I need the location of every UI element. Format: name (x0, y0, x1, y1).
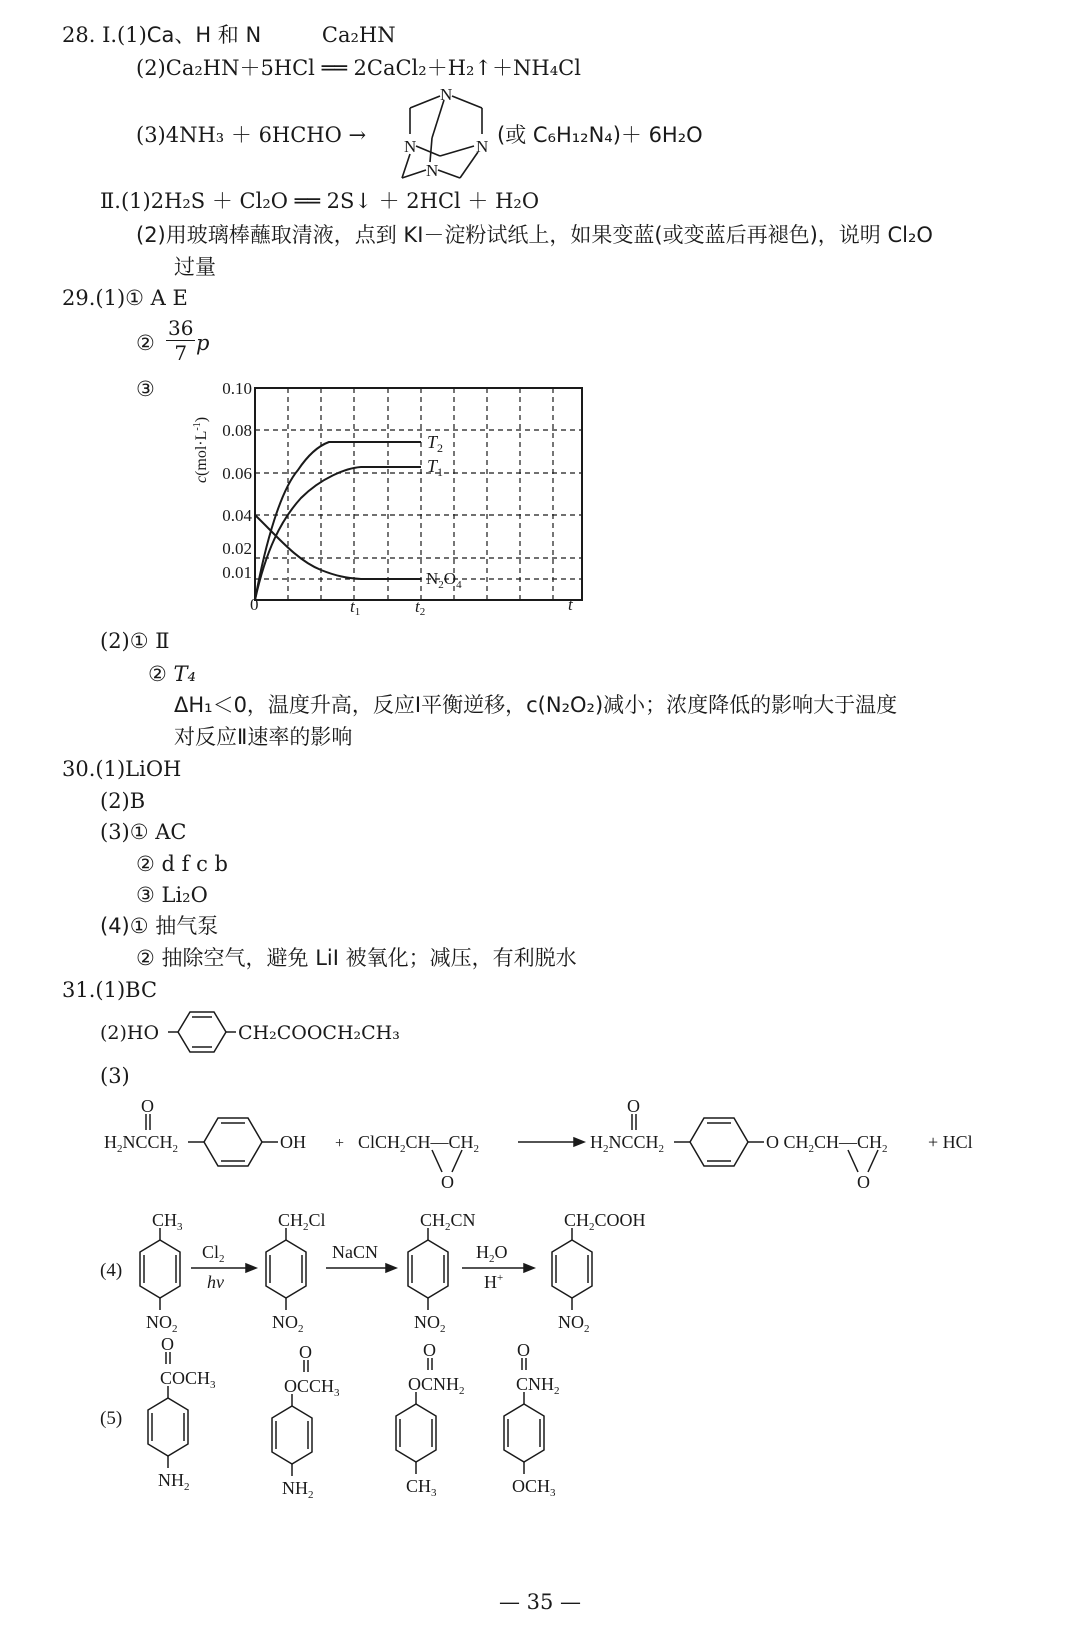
pressure-var: p (196, 331, 210, 355)
y-tick-labels (222, 379, 252, 582)
q31-4-synthesis (96, 1206, 696, 1334)
q29-1-1-line: 29.(1)① A E (62, 286, 188, 310)
series-T1 (255, 467, 421, 600)
q30-2-line: (2)B (100, 789, 146, 813)
svg-text:H2NCCH2: $H_2NCCH_2$ (104, 1132, 179, 1155)
svg-text:NO2: $NO_2$ (272, 1312, 304, 1334)
q30-4-2-line: ② 抽除空气，避免 LiI 被氧化；减压，有利脱水 (136, 946, 577, 970)
page-number: — 35 — (498, 1590, 582, 1614)
q29-2-explanation: ΔH₁＜0，温度升高，反应Ⅰ平衡逆移，c(N₂O₂)减小；浓度降低的影响大于温度 (174, 693, 898, 717)
svg-text:NO2: $NO_2$ (146, 1312, 178, 1334)
q30-3-2-line: ② d f c b (136, 852, 228, 876)
q28-2-equation: Ca₂HN＋5HCl ══ 2CaCl₂＋H₂↑＋NH₄Cl (165, 56, 581, 80)
svg-text:t: t (568, 595, 573, 614)
svg-text:CH2COOH: $CH_2COOH$ (564, 1210, 646, 1233)
svg-text:CH2CN: $CH_2CN$ (420, 1210, 476, 1233)
svg-text:H+: H+ (484, 1272, 504, 1292)
svg-text:CH3: $CH_3$ (406, 1476, 437, 1499)
svg-text:N: N (476, 137, 489, 156)
q28-part3-rhs: (或 C₆H₁₂N₄)＋ 6H₂O (497, 123, 703, 147)
svg-text:NO2: $NO_2$ (558, 1312, 590, 1334)
q28-part1-line: 28. Ⅰ.(1)Ca、H 和 N Ca₂HN (62, 23, 396, 47)
q30-1-line: 30.(1)LiOH (62, 757, 182, 781)
svg-text:Cl2: $Cl_2$ (202, 1242, 225, 1265)
q29-2-1-line: (2)① Ⅱ (100, 629, 170, 653)
svg-text:0.06: 0.06 (222, 464, 252, 483)
q28-II-1-equation: 2H₂S ＋ Cl₂O ══ 2S↓ ＋ 2HCl ＋ H₂O (150, 189, 540, 213)
svg-text:O: O (627, 1096, 640, 1116)
svg-text:+ HCl: + HCl (928, 1132, 973, 1152)
q29-2-explanation-cont: 对反应Ⅱ速率的影响 (174, 725, 353, 749)
svg-text:N: N (440, 85, 453, 104)
svg-text:N: N (404, 137, 417, 156)
svg-text:(5): (5) (100, 1408, 123, 1429)
legend-T1: $T_1$ (427, 456, 444, 479)
q31-3-label: (3) (100, 1064, 130, 1088)
x-tick-labels (250, 595, 574, 618)
y-axis-label: $c(mol\cdot L^{-1})$ (192, 416, 210, 484)
svg-text:hv: hv (207, 1272, 224, 1292)
svg-text:0.01: 0.01 (222, 563, 252, 582)
svg-text:ClCH2CH—CH2: $ClCH_2CH—CH_2$ (358, 1132, 480, 1155)
q30-3-1-line: (3)① AC (100, 820, 187, 844)
svg-text:OCNH2: $OCNH_2$ (408, 1374, 465, 1397)
svg-text:O: O (857, 1172, 870, 1192)
svg-text:O: O (161, 1334, 174, 1354)
q30-3-3-line: ③ Li₂O (136, 883, 208, 907)
svg-text:(4): (4) (100, 1260, 123, 1281)
hexamine-structure (380, 78, 500, 186)
legend-N2O4: $N_2O_4$ (426, 569, 462, 591)
svg-text:OCCH3: $OCCH_3$ (284, 1376, 340, 1399)
legend-T2: $T_2$ (427, 432, 444, 455)
q31-1-line: 31.(1)BC (62, 978, 158, 1002)
q28-part2-line: (2)Ca₂HN＋5HCl ══ 2CaCl₂＋H₂↑＋NH₄Cl (136, 56, 581, 80)
svg-text:O: O (299, 1342, 312, 1362)
q31-3-reaction (100, 1092, 1040, 1202)
svg-text:O: O (141, 1096, 154, 1116)
svg-text:O: O (423, 1340, 436, 1360)
q28-label: 28. Ⅰ. (62, 23, 118, 47)
benzene-ring-icon (168, 1006, 238, 1056)
fraction: $\frac{36}{7}$ (168, 316, 194, 365)
svg-text:t2: t2 (415, 597, 426, 618)
q31-2-left: (2)HO (100, 1022, 160, 1044)
q29-1-3-label: ③ (136, 377, 155, 401)
svg-text:O: O (441, 1172, 454, 1192)
svg-text:t1: t1 (350, 597, 361, 618)
svg-text:N: N (426, 161, 439, 180)
svg-text:NO2: $NO_2$ (414, 1312, 446, 1334)
svg-text:CH2Cl: $CH_2Cl$ (278, 1210, 326, 1233)
q29-2-2-line: ② T₄ (148, 662, 196, 686)
svg-text:H2NCCH2: $H_2NCCH_2$ (590, 1132, 665, 1155)
q28-II-1-line: Ⅱ.(1)2H₂S ＋ Cl₂O ══ 2S↓ ＋ 2HCl ＋ H₂O (100, 189, 540, 213)
svg-text:NH2: $NH_2$ (158, 1470, 190, 1493)
q29-1-2-label: ② (136, 331, 155, 355)
svg-text:OH: OH (280, 1132, 306, 1152)
svg-text:OCH3: $OCH_3$ (512, 1476, 556, 1499)
concentration-time-chart (186, 370, 606, 620)
q31-label: 31. (62, 978, 96, 1002)
q28-1-answer-b: Ca₂HN (321, 23, 396, 47)
svg-text:0.02: 0.02 (222, 539, 252, 558)
svg-text:O: O (517, 1340, 530, 1360)
q30-label: 30. (62, 757, 96, 781)
q29-label: 29. (62, 286, 96, 310)
svg-text:0.04: 0.04 (222, 506, 252, 525)
svg-text:O CH2CH—CH2: O $CH_2CH—CH_2$ (766, 1132, 888, 1155)
svg-text:0.08: 0.08 (222, 421, 252, 440)
svg-text:COCH3: $COCH_3$ (160, 1368, 216, 1391)
svg-text:NH2: $NH_2$ (282, 1478, 314, 1501)
q28-II-2-line: (2)用玻璃棒蘸取清液，点到 KI－淀粉试纸上，如果变蓝(或变蓝后再褪色)，说明 Cl₂O (136, 223, 933, 247)
q28-II-2-cont: 过量 (174, 255, 216, 279)
q28-1-answer-a: Ca、H 和 N (146, 23, 262, 47)
svg-text:CH3: $CH_3$ (152, 1210, 183, 1233)
q30-4-1-line: (4)① 抽气泵 (100, 914, 219, 938)
q31-2-right: CH₂COOCH₂CH₃ (238, 1022, 400, 1044)
svg-text:0.10: 0.10 (222, 379, 252, 398)
svg-text:H2O: $H_2O$ (476, 1242, 508, 1265)
series-N2O4 (255, 515, 421, 579)
q31-5-isomers (96, 1334, 616, 1504)
q28-part3-lhs: (3)4NH₃ ＋ 6HCHO → (136, 123, 367, 147)
svg-text:NaCN: NaCN (332, 1242, 378, 1262)
svg-text:+: + (335, 1135, 345, 1152)
svg-text:CNH2: $CNH_2$ (516, 1374, 560, 1397)
svg-text:0: 0 (250, 595, 259, 614)
